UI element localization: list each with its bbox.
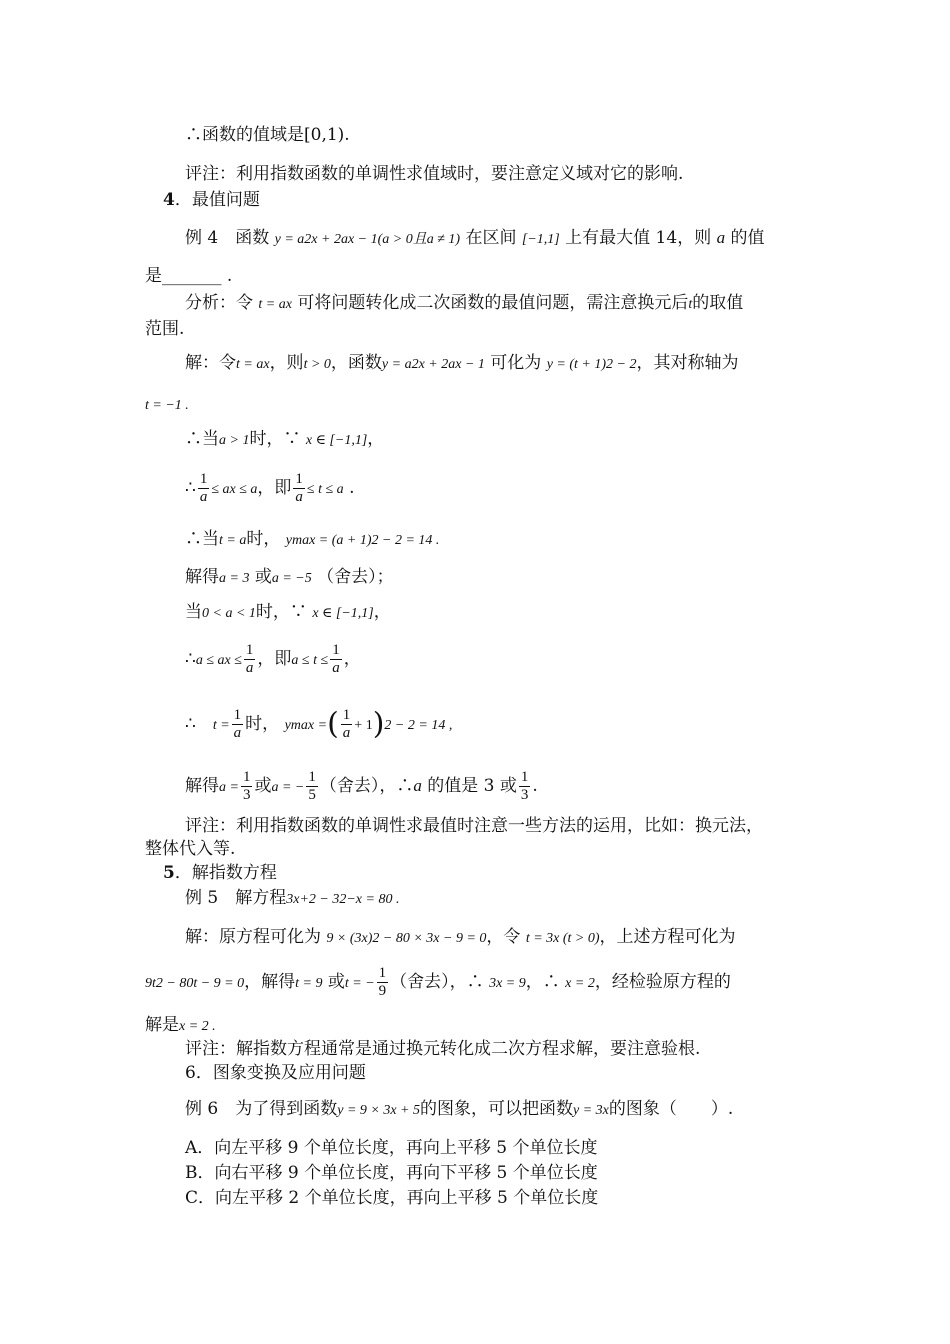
analysis-4: 分析：令 t = ax 可将问题转化成二次函数的最值问题，需注意换元后t的取值 xyxy=(185,293,744,313)
section-6-heading: 6．图象变换及应用问题 xyxy=(185,1063,366,1083)
remark-5: 评注：解指数方程通常是通过换元转化成二次方程求解，要注意验根. xyxy=(185,1039,701,1059)
option-c: C．向左平移 2 个单位长度，再向上平移 5 个单位长度 xyxy=(185,1188,599,1208)
case-a-gt-1: ∴当a > 1时，∵ x ∈ [−1,1]， xyxy=(185,429,385,449)
example-4-statement: 例 4 函数 y = a2x + 2ax − 1(a > 0且a ≠ 1) 在区间 [−1,1] 上有最大值 14，则 a 的值 xyxy=(185,228,765,248)
analysis-4-cont: 范围. xyxy=(145,319,185,339)
remark-4-cont: 整体代入等. xyxy=(145,839,236,859)
example-5-statement: 例 5 解方程3x+2 − 32−x = 80 . xyxy=(185,888,400,908)
case-a-lt-1: 当0 < a < 1时，∵ x ∈ [−1,1]， xyxy=(185,602,391,622)
solution-5-line2: 9t2 − 80t − 9 = 0，解得t = 9 或t = − $\frac{1}{9}$ （舍去），∴ 3x = 9，∴ x = 2，经检验原方程的 xyxy=(145,965,731,999)
example-6-statement: 例 6 为了得到函数y = 9 × 3x + 5的图象，可以把函数y = 3x的图象（ ）. xyxy=(185,1099,734,1119)
max-case-1: ∴当t = a时， ymax = (a + 1)2 − 2 = 14 . xyxy=(185,529,440,549)
example-4-blank: 是_______ . xyxy=(145,266,233,286)
section-5-heading: 5．解指数方程 xyxy=(163,863,277,883)
solve-case-2: 解得a = $\frac{1}{3}$ 或a = − $\frac{1}{5}$ （舍去），∴a 的值是 3 或 $\frac{1}{3}$ . xyxy=(185,769,538,803)
section-4-heading: 4．最值问题 xyxy=(163,190,260,210)
symmetry-axis: t = −1 . xyxy=(145,398,189,413)
inequality-1: ∴ $\frac{1}{a}$ ≤ ax ≤ a，即 $\frac{1}{a}$ ≤ t ≤ a . xyxy=(185,471,355,505)
option-b: B．向右平移 9 个单位长度，再向下平移 5 个单位长度 xyxy=(185,1163,598,1183)
max-case-2: ∴ t = $\frac{1}{a}$ 时， ymax =( $\frac{1}{a}$ + 1)2 − 2 = 14 , xyxy=(185,706,453,742)
option-a: A．向左平移 9 个单位长度，再向上平移 5 个单位长度 xyxy=(185,1138,598,1158)
remark-3: 评注：利用指数函数的单调性求值域时，要注意定义域对它的影响. xyxy=(185,164,684,184)
solution-4-line1: 解：令t = ax，则t > 0，函数y = a2x + 2ax − 1 可化为 y = (t + 1)2 − 2，其对称轴为 xyxy=(185,353,739,373)
remark-4: 评注：利用指数函数的单调性求最值时注意一些方法的运用，比如：换元法， xyxy=(185,816,763,836)
inequality-2: ∴a ≤ ax ≤ $\frac{1}{a}$ ，即a ≤ t ≤ $\frac{1}{a}$ ， xyxy=(185,642,361,676)
solve-case-1: 解得a = 3 或a = −5 （舍去）； xyxy=(185,567,394,587)
range-conclusion: ∴函数的值域是[0,1). xyxy=(185,125,350,145)
solution-5-line3: 解是x = 2 . xyxy=(145,1015,216,1035)
solution-5-line1: 解：原方程可化为 9 × (3x)2 − 80 × 3x − 9 = 0，令 t = 3x (t > 0)，上述方程可化为 xyxy=(185,927,736,947)
